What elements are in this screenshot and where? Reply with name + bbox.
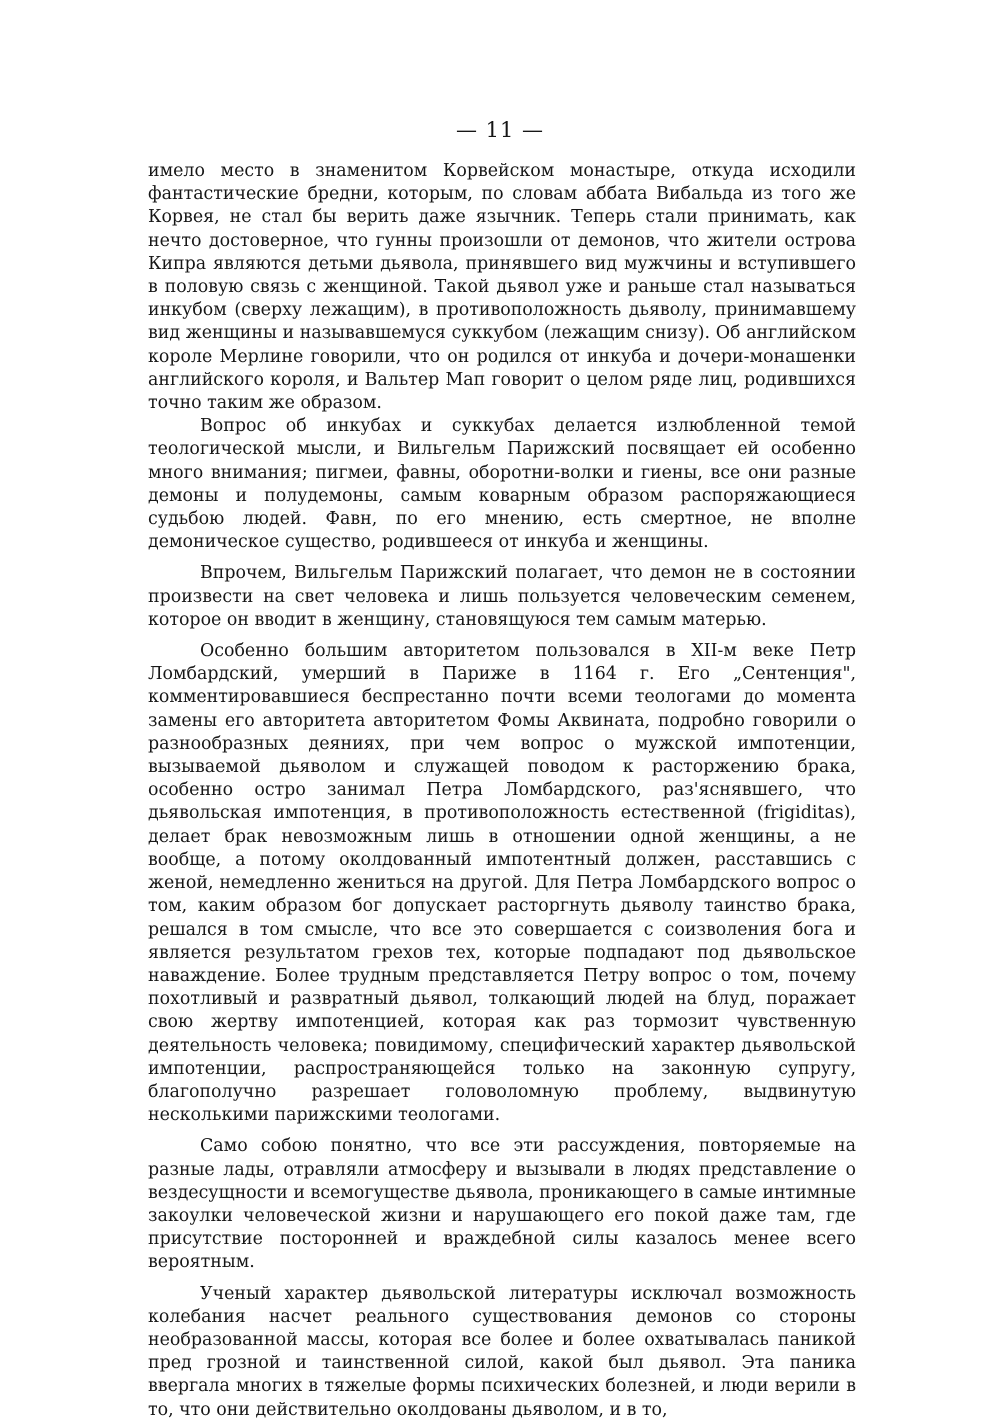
text-column xyxy=(148,160,856,1422)
paragraph: Само собою понятно, что все эти рассуждения, повторяемые на разные лады, отравляли атмосферу и вызывали в людях представление о вездесущности и всемогуществе дьявола, проникающего в самые интимные закоулки человеческой жизни и нарушающего его покой даже там, где присутствие посторонней и враждебной силы казалось менее всего вероятным. xyxy=(148,1136,856,1273)
paragraph: имело место в знаменитом Корвейском монастыре, откуда исходили фантастические бредни, которым, по словам аббата Вибальда из того же Корвея, не стал бы верить даже язычник. Теперь стали принимать, как нечто достоверное, что гунны произошли от демонов, что жители острова Кипра являются детьми дьявола, принявшего вид мужчины и вступившего в половую связь с женщиной. Такой дьявол уже и раньше стал называться инкубом (сверху лежащим), в противоположность дьяволу, принимавшему вид женщины и называвшемуся суккубом (лежащим снизу). Об английском короле Мерлине говорили, что он родился от инкуба и дочери-монашенки английского короля, и Вальтер Мап говорит о целом ряде лиц, родившихся точно таким же образом. xyxy=(148,161,856,414)
paragraph: Впрочем, Вильгельм Парижский полагает, что демон не в состоянии произвести на свет человека и лишь пользуется человеческим семенем, которое он вводит в женщину, становящуюся тем самым матерью. xyxy=(148,563,856,630)
paragraph: Особенно большим авторитетом пользовался в XII-м веке Петр Ломбардский, умерший в Париже в 1164 г. Его „Сентенция", комментировавшиеся беспрестанно почти всеми теологами до момента замены его авторитета авторитетом Фомы Аквината, подробно говорили о разнообразных деяниях, при чем вопрос о мужской импотенции, вызываемой дьяволом и служащей поводом к расторжению брака, особенно остро занимал Петра Ломбардского, раз'яснявшего, что дьявольская импотенция, в противоположность естественной (frigiditas), делает брак невозможным лишь в отношении одной женщины, а не вообще, а потому околдованный импотентный должен, расставшись с женой, немедленно жениться на другой. Для Петра Ломбардского вопрос о том, каким образом бог допускает расторгнуть дьяволу таинство брака, решался в том смысле, что все это совершается с соизволения бога и является результатом грехов тех, которые подпадают под дьявольское наваждение. Более трудным представляется Петру вопрос о том, почему похотливый и развратный дьявол, толкающий людей на блуд, поражает свою жертву импотенцией, которая как раз тормозит чувственную деятельность человека; повидимому, специфический характер дьявольской импотенции, распространяющейся только на законную супругу, благополучно разрешает головоломную проблему, выдвинутую несколькими парижскими теологами. xyxy=(148,641,856,1126)
page-number: — 11 — xyxy=(455,118,545,142)
paragraph: Ученый характер дьявольской литературы исключал возможность колебания насчет реального существования демонов со стороны необразованной массы, которая все более и более охватывалась паникой пред грозной и таинственной силой, какой был дьявол. Эта паника ввергала многих в тяжелые формы психических болезней, и люди верили в то, что они действительно околдованы дьяволом, и в то, xyxy=(148,1283,856,1420)
paragraph: Вопрос об инкубах и суккубах делается излюбленной темой теологической мысли, и Вильгельм Парижский посвящает ей особенно много внимания; пигмеи, фавны, оборотни-волки и гиены, все они разные демоны и полудемоны, самым коварным образом распоряжающиеся судьбою людей. Фавн, по его мнению, есть смертное, не вполне демоническое существо, родившееся от инкуба и женщины. xyxy=(148,416,856,553)
